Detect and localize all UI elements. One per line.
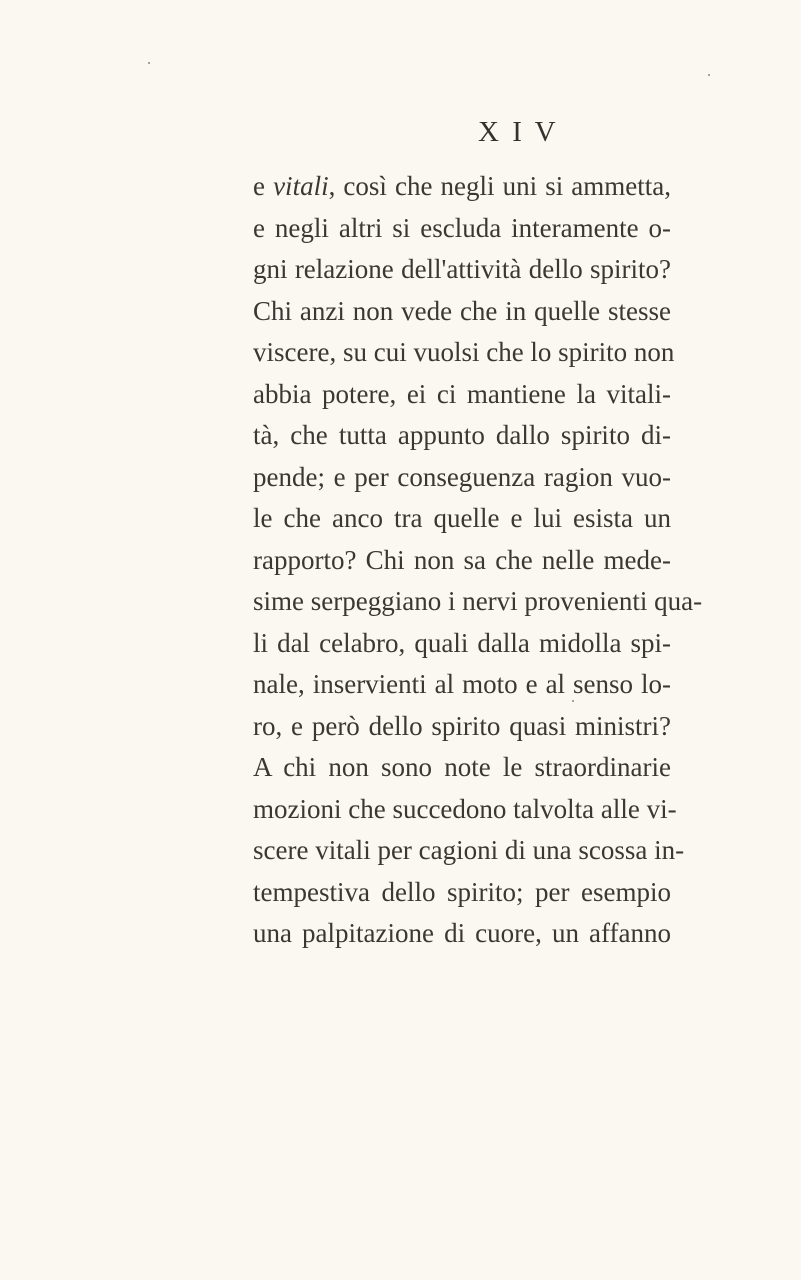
text-line-2: e negli altri si escluda interamente o- bbox=[253, 212, 671, 243]
text-line-12: li dal celabro, quali dalla midolla spi- bbox=[253, 627, 671, 658]
text-line-16: mozioni che succedono talvolta alle vi- bbox=[253, 793, 677, 824]
line-1-end: , così che negli uni si ammetta, bbox=[328, 171, 672, 201]
text-line-11: sime serpeggiano i nervi provenienti qua- bbox=[253, 586, 703, 616]
text-line-19: una palpitazione di cuore, un affanno bbox=[253, 918, 671, 948]
text-line-13: nale, inservienti al moto e al senso lo- bbox=[253, 669, 671, 699]
line-1-start: e bbox=[253, 171, 274, 201]
text-line-10: rapporto? Chi non sa che nelle mede- bbox=[253, 544, 671, 575]
italic-word: vitali bbox=[273, 171, 329, 201]
text-line-5: viscere, su cui vuolsi che lo spirito non bbox=[253, 337, 675, 367]
text-line-15: A chi non sono note le straordinarie bbox=[253, 752, 671, 782]
page-number: X I V bbox=[478, 116, 559, 148]
text-line-1 bbox=[253, 166, 671, 208]
text-line-4: Chi anzi non vede che in quelle stesse bbox=[253, 295, 671, 326]
body-text bbox=[253, 166, 703, 955]
text-line-18: tempestiva dello spirito; per esempio bbox=[253, 876, 671, 907]
text-line-8: pende; e per conseguenza ragion vuo- bbox=[253, 461, 671, 492]
paper-speck bbox=[148, 62, 150, 64]
paper-speck bbox=[572, 700, 574, 702]
text-line-7: tà, che tutta appunto dallo spirito di- bbox=[253, 420, 671, 450]
text-line-9: le che anco tra quelle e lui esista un bbox=[253, 503, 671, 533]
text-line-3: gni relazione dell'attività dello spirito? bbox=[253, 254, 671, 284]
text-line-14: ro, e però dello spirito quasi ministri? bbox=[253, 710, 671, 741]
text-line-17: scere vitali per cagioni di una scossa in- bbox=[253, 835, 685, 865]
text-line-6: abbia potere, ei ci mantiene la vitali- bbox=[253, 378, 671, 409]
paper-speck bbox=[708, 74, 710, 76]
